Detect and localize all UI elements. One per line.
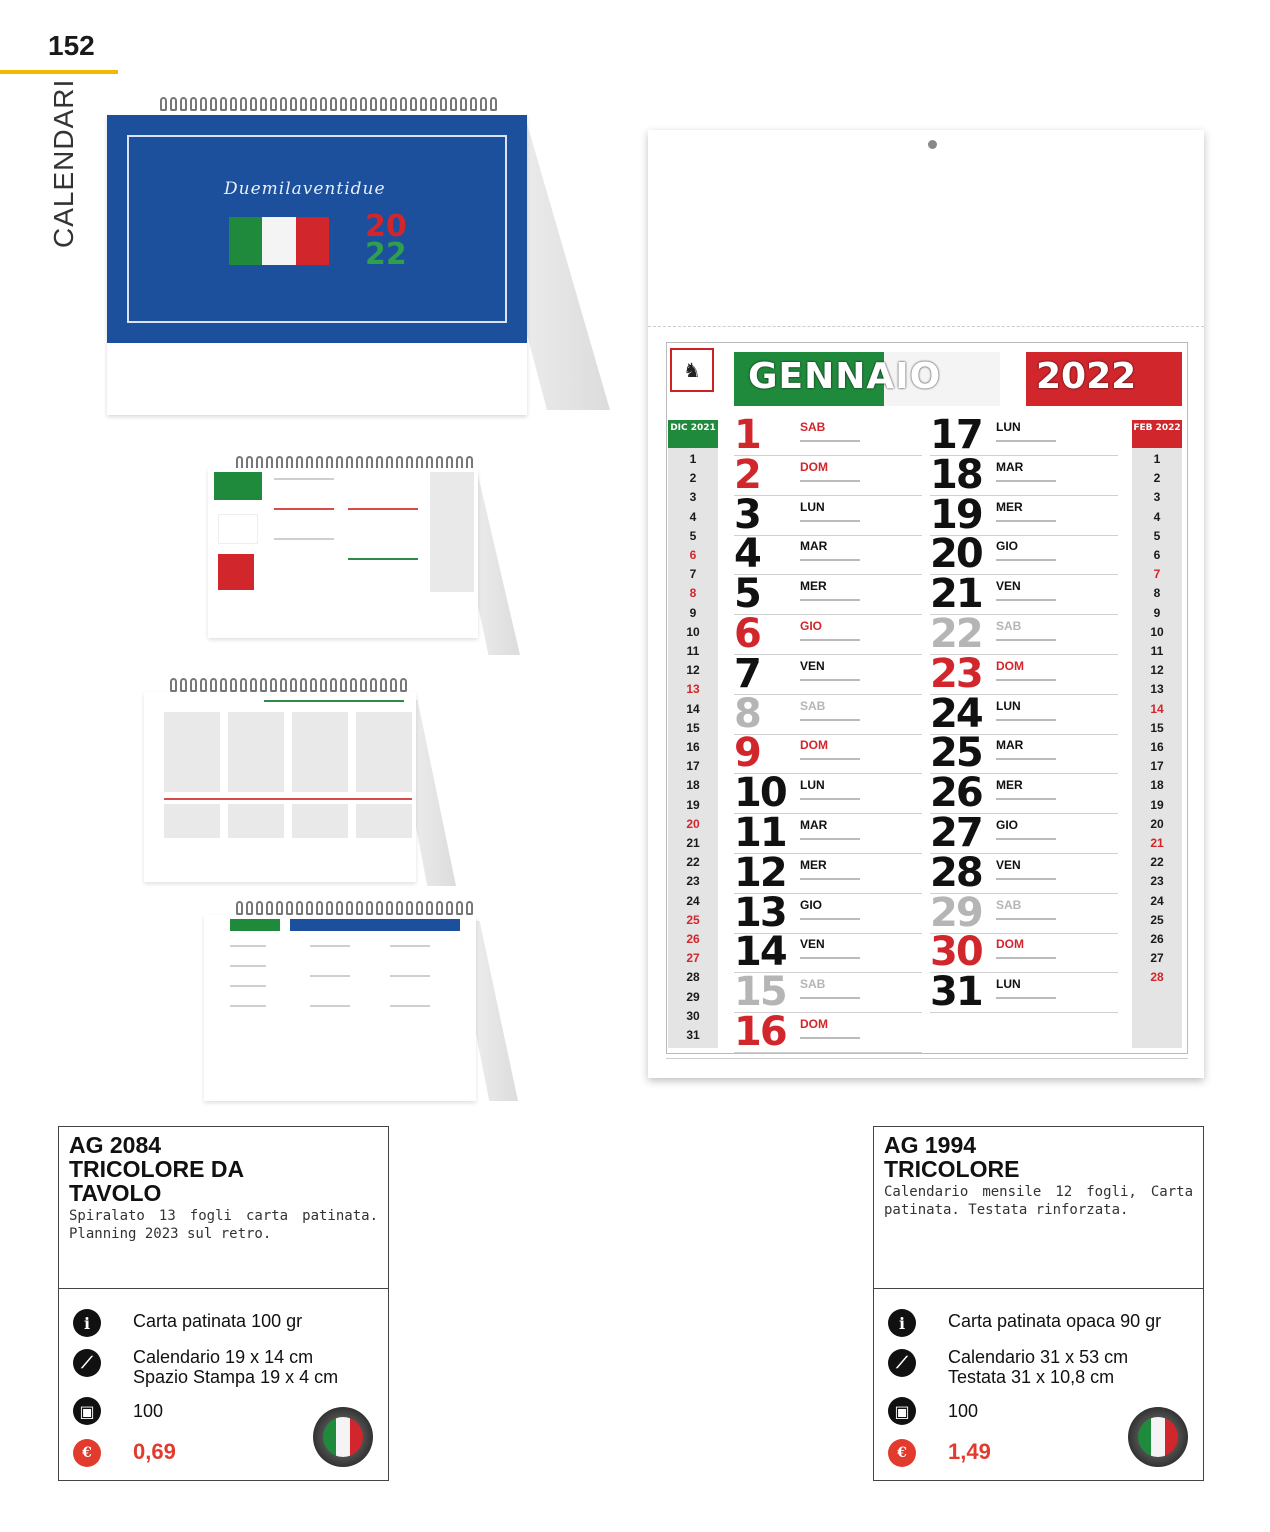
desk-calendar-cover — [107, 115, 527, 343]
day-saint-line — [800, 559, 860, 561]
day-name: SAB — [800, 977, 826, 992]
day-saint-line — [800, 918, 860, 920]
day-row — [734, 730, 922, 777]
desk-calendar-face — [204, 915, 476, 1101]
side-day: 6 — [1153, 548, 1161, 562]
side-day: 28 — [686, 970, 700, 985]
spec-size-line2: Spazio Stampa 19 x 4 cm — [133, 1367, 339, 1387]
product-price: 1,49 — [948, 1439, 991, 1464]
day-row — [930, 412, 1118, 458]
day-number: 10 — [734, 770, 786, 817]
day-saint-line — [996, 480, 1056, 482]
side-day: 13 — [686, 682, 700, 697]
day-name: MER — [996, 499, 1023, 514]
side-day: 3 — [1153, 490, 1161, 505]
day-number: 4 — [734, 531, 760, 578]
day-row — [734, 770, 922, 817]
day-saint-line — [800, 997, 860, 999]
day-saint-line — [996, 719, 1056, 721]
desk-calendar-monthly — [200, 895, 520, 1105]
side-day: 20 — [1150, 816, 1164, 831]
day-name: MAR — [800, 818, 828, 832]
day-saint-line — [996, 520, 1056, 522]
side-day: 22 — [1150, 855, 1164, 870]
side-day: 18 — [1150, 778, 1164, 793]
day-saint-line — [996, 878, 1056, 880]
side-day: 30 — [686, 1008, 700, 1023]
day-saint-line — [800, 679, 860, 681]
day-number: 27 — [930, 810, 982, 856]
day-row — [734, 531, 922, 578]
spec-quantity: 100 — [948, 1401, 979, 1421]
day-number: 5 — [734, 571, 760, 618]
day-name: GIO — [996, 539, 1019, 554]
day-number: 15 — [734, 969, 786, 1016]
side-day: 24 — [686, 893, 700, 908]
spiral-binding — [170, 678, 407, 692]
ruler-icon: ⟋ — [888, 1349, 916, 1377]
page-number: 152 — [48, 30, 95, 61]
day-saint-line — [996, 957, 1056, 959]
day-saint-line — [996, 838, 1056, 840]
day-name: MER — [800, 579, 827, 594]
side-day: 23 — [686, 874, 700, 889]
hanging-hole — [928, 140, 937, 149]
day-saint-line — [996, 918, 1056, 920]
side-day: 26 — [1150, 932, 1164, 946]
day-name: MER — [996, 778, 1023, 793]
day-name: GIO — [800, 897, 823, 912]
day-saint-line — [996, 997, 1056, 999]
day-row — [734, 451, 922, 498]
day-saint-line — [996, 440, 1056, 442]
made-in-italy-icon — [313, 1407, 373, 1467]
desk-calendar-quarterly — [140, 672, 460, 887]
day-name: MAR — [996, 738, 1024, 753]
day-name: GIO — [996, 818, 1019, 832]
day-name: SAB — [996, 619, 1022, 633]
spec-size-line2: Testata 31 x 10,8 cm — [948, 1367, 1115, 1387]
product-code: AG 1994 — [884, 1132, 977, 1158]
day-number: 24 — [930, 690, 982, 737]
day-number: 9 — [734, 730, 760, 777]
side-day: 24 — [1150, 893, 1164, 908]
ruler-icon: ⟋ — [73, 1349, 101, 1377]
side-day: 11 — [686, 644, 700, 658]
side-day: 5 — [689, 528, 697, 543]
day-saint-line — [800, 440, 860, 442]
side-day: 9 — [689, 605, 697, 620]
day-number: 20 — [930, 531, 982, 578]
day-saint-line — [800, 957, 860, 959]
day-number: 18 — [930, 451, 982, 498]
side-day: 12 — [1150, 663, 1164, 678]
day-number: 30 — [930, 929, 982, 976]
day-name: VEN — [800, 937, 825, 952]
day-row — [734, 810, 922, 856]
day-name: LUN — [800, 778, 825, 793]
side-day: 19 — [686, 797, 700, 812]
day-number: 19 — [930, 491, 982, 538]
side-day: 15 — [686, 720, 700, 735]
side-day: 14 — [1150, 701, 1164, 716]
side-day: 11 — [1150, 644, 1164, 658]
day-row — [930, 571, 1118, 618]
side-day: 10 — [686, 624, 700, 639]
day-name: DOM — [996, 658, 1024, 673]
day-row — [930, 929, 1118, 976]
side-day: 19 — [1150, 797, 1164, 812]
desk-calendar-face — [144, 692, 416, 882]
day-number: 8 — [734, 690, 760, 737]
day-row — [734, 889, 922, 936]
side-day: 7 — [689, 567, 697, 582]
day-name: DOM — [996, 937, 1024, 952]
spec-quantity: 100 — [133, 1401, 164, 1421]
calendar-footer — [666, 1058, 1188, 1064]
day-number: 6 — [734, 611, 760, 657]
box-icon: ▣ — [888, 1397, 916, 1425]
day-row — [930, 849, 1118, 896]
section-label: CALENDARI — [48, 78, 79, 248]
side-day: 14 — [686, 701, 700, 716]
day-saint-line — [800, 838, 860, 840]
wall-calendar — [648, 130, 1204, 1078]
day-name: MER — [800, 857, 827, 872]
day-saint-line — [996, 599, 1056, 601]
product-card-ag1994 — [873, 1126, 1204, 1481]
prev-month-label: DIC 2021 — [668, 420, 718, 448]
day-row — [930, 531, 1118, 578]
side-day: 3 — [689, 490, 697, 505]
day-saint-line — [800, 599, 860, 601]
day-name: LUN — [996, 420, 1021, 434]
day-number: 21 — [930, 571, 982, 618]
side-day: 8 — [1153, 586, 1161, 601]
day-name: SAB — [800, 698, 826, 713]
day-name: DOM — [800, 738, 828, 753]
day-saint-line — [800, 719, 860, 721]
day-row — [734, 571, 922, 618]
cover-year-bottom: 22 — [365, 237, 407, 272]
day-saint-line — [800, 878, 860, 880]
month-name: GENNAIO — [748, 356, 942, 397]
spec-paper: Carta patinata 100 gr — [133, 1311, 303, 1331]
side-day: 21 — [1150, 836, 1164, 850]
day-number: 3 — [734, 491, 760, 538]
day-saint-line — [800, 639, 860, 641]
day-saint-line — [800, 480, 860, 482]
side-day: 23 — [1150, 874, 1164, 889]
side-day: 15 — [1150, 720, 1164, 735]
day-number: 13 — [734, 889, 786, 936]
side-day: 16 — [686, 740, 700, 754]
spiral-binding — [160, 97, 497, 111]
product-description: Calendario mensile 12 fogli, Carta patinata. Testata rinforzata. — [884, 1184, 1193, 1218]
day-number: 1 — [734, 412, 760, 458]
day-row — [930, 770, 1118, 817]
product-code: AG 2084 — [69, 1132, 162, 1158]
product-card-ag2084 — [58, 1126, 389, 1481]
day-saint-line — [800, 1037, 860, 1039]
side-day: 1 — [1153, 452, 1161, 466]
product-description: Spiralato 13 fogli carta patinata. Planning 2023 sul retro. — [69, 1208, 378, 1242]
day-name: VEN — [996, 857, 1021, 872]
cover-year-top: 20 — [365, 209, 407, 244]
day-number: 7 — [734, 650, 760, 697]
day-number: 22 — [930, 611, 982, 657]
italian-flag-icon — [229, 217, 329, 265]
day-name: DOM — [800, 459, 828, 474]
desk-calendar-blue — [100, 85, 620, 425]
product-title-line1: TRICOLORE — [884, 1156, 1020, 1182]
day-number: 31 — [930, 969, 982, 1016]
brand-logo-icon: ♞ — [670, 348, 714, 392]
side-day: 28 — [1150, 970, 1164, 985]
side-day: 4 — [1153, 509, 1161, 524]
cover-script-text: Duemilaventidue — [224, 179, 386, 199]
day-saint-line — [800, 520, 860, 522]
side-day: 25 — [1150, 912, 1164, 927]
side-day: 7 — [1153, 567, 1161, 582]
day-number: 26 — [930, 770, 982, 817]
day-saint-line — [996, 559, 1056, 561]
next-month-label: FEB 2022 — [1132, 420, 1182, 448]
day-number: 16 — [734, 1009, 786, 1055]
side-day: 1 — [689, 452, 697, 466]
desk-calendar-weekly — [200, 450, 520, 660]
day-saint-line — [996, 758, 1056, 760]
day-row — [734, 611, 922, 657]
info-icon: i — [73, 1309, 101, 1337]
day-name: LUN — [996, 698, 1021, 713]
day-name: LUN — [800, 499, 825, 514]
product-price: 0,69 — [133, 1439, 176, 1464]
day-row — [734, 650, 922, 697]
day-number: 12 — [734, 849, 786, 896]
page-accent-rule — [0, 70, 118, 74]
day-number: 2 — [734, 451, 760, 498]
euro-icon: € — [73, 1439, 101, 1467]
info-icon: i — [888, 1309, 916, 1337]
day-row — [930, 730, 1118, 777]
day-row — [930, 491, 1118, 538]
euro-icon: € — [888, 1439, 916, 1467]
day-row — [930, 451, 1118, 498]
side-day: 13 — [1150, 682, 1164, 697]
side-day: 31 — [686, 1028, 700, 1042]
day-number: 29 — [930, 889, 982, 936]
spec-size-line1: Calendario 31 x 53 cm — [948, 1347, 1129, 1367]
side-day: 27 — [1150, 951, 1164, 966]
side-day: 6 — [689, 548, 697, 562]
side-day: 2 — [689, 471, 697, 486]
day-name: VEN — [996, 579, 1021, 594]
day-row — [930, 889, 1118, 936]
side-day: 8 — [689, 586, 697, 601]
side-day: 4 — [689, 509, 697, 524]
side-day: 9 — [1153, 605, 1161, 620]
side-day: 21 — [686, 836, 700, 850]
side-day: 2 — [1153, 471, 1161, 486]
day-row — [734, 412, 922, 458]
day-row — [930, 650, 1118, 697]
side-day: 16 — [1150, 740, 1164, 754]
desk-calendar-face — [107, 115, 527, 415]
year-text: 2022 — [1036, 356, 1137, 397]
day-row — [734, 849, 922, 896]
day-name: VEN — [800, 658, 825, 673]
day-number: 14 — [734, 929, 786, 976]
day-number: 11 — [734, 810, 786, 856]
day-saint-line — [996, 798, 1056, 800]
side-day: 27 — [686, 951, 700, 966]
side-day: 12 — [686, 663, 700, 678]
day-number: 17 — [930, 412, 982, 458]
day-row — [930, 611, 1118, 657]
spiral-binding — [236, 901, 473, 915]
day-name: GIO — [800, 619, 823, 633]
day-row — [734, 1009, 922, 1055]
day-row — [734, 690, 922, 737]
side-day: 26 — [686, 932, 700, 946]
day-number: 25 — [930, 730, 982, 777]
box-icon: ▣ — [73, 1397, 101, 1425]
side-day: 25 — [686, 912, 700, 927]
day-saint-line — [800, 798, 860, 800]
product-title-line1: TRICOLORE DA — [69, 1156, 245, 1182]
day-row — [930, 810, 1118, 856]
day-saint-line — [800, 758, 860, 760]
day-row — [734, 929, 922, 976]
day-name: MAR — [800, 539, 828, 554]
side-day: 5 — [1153, 528, 1161, 543]
day-number: 28 — [930, 849, 982, 896]
day-number: 23 — [930, 650, 982, 697]
spec-paper: Carta patinata opaca 90 gr — [948, 1311, 1162, 1331]
day-name: DOM — [800, 1017, 828, 1031]
desk-calendar-face — [208, 468, 478, 638]
day-name: MAR — [996, 459, 1024, 474]
side-day: 18 — [686, 778, 700, 793]
day-row — [734, 969, 922, 1016]
side-day: 17 — [686, 759, 700, 774]
day-name: SAB — [800, 420, 826, 434]
day-row — [734, 491, 922, 538]
day-name: SAB — [996, 897, 1022, 912]
day-row — [930, 969, 1118, 1016]
made-in-italy-icon — [1128, 1407, 1188, 1467]
side-day: 29 — [686, 989, 700, 1004]
side-day: 10 — [1150, 624, 1164, 639]
product-title-line2: TAVOLO — [69, 1180, 162, 1206]
day-saint-line — [996, 679, 1056, 681]
header-fold-line — [648, 326, 1204, 327]
day-name: LUN — [996, 977, 1021, 992]
day-row — [930, 690, 1118, 737]
side-day: 20 — [686, 816, 700, 831]
side-day: 22 — [686, 855, 700, 870]
side-day: 17 — [1150, 759, 1164, 774]
day-saint-line — [996, 639, 1056, 641]
spec-size-line1: Calendario 19 x 14 cm — [133, 1347, 314, 1367]
